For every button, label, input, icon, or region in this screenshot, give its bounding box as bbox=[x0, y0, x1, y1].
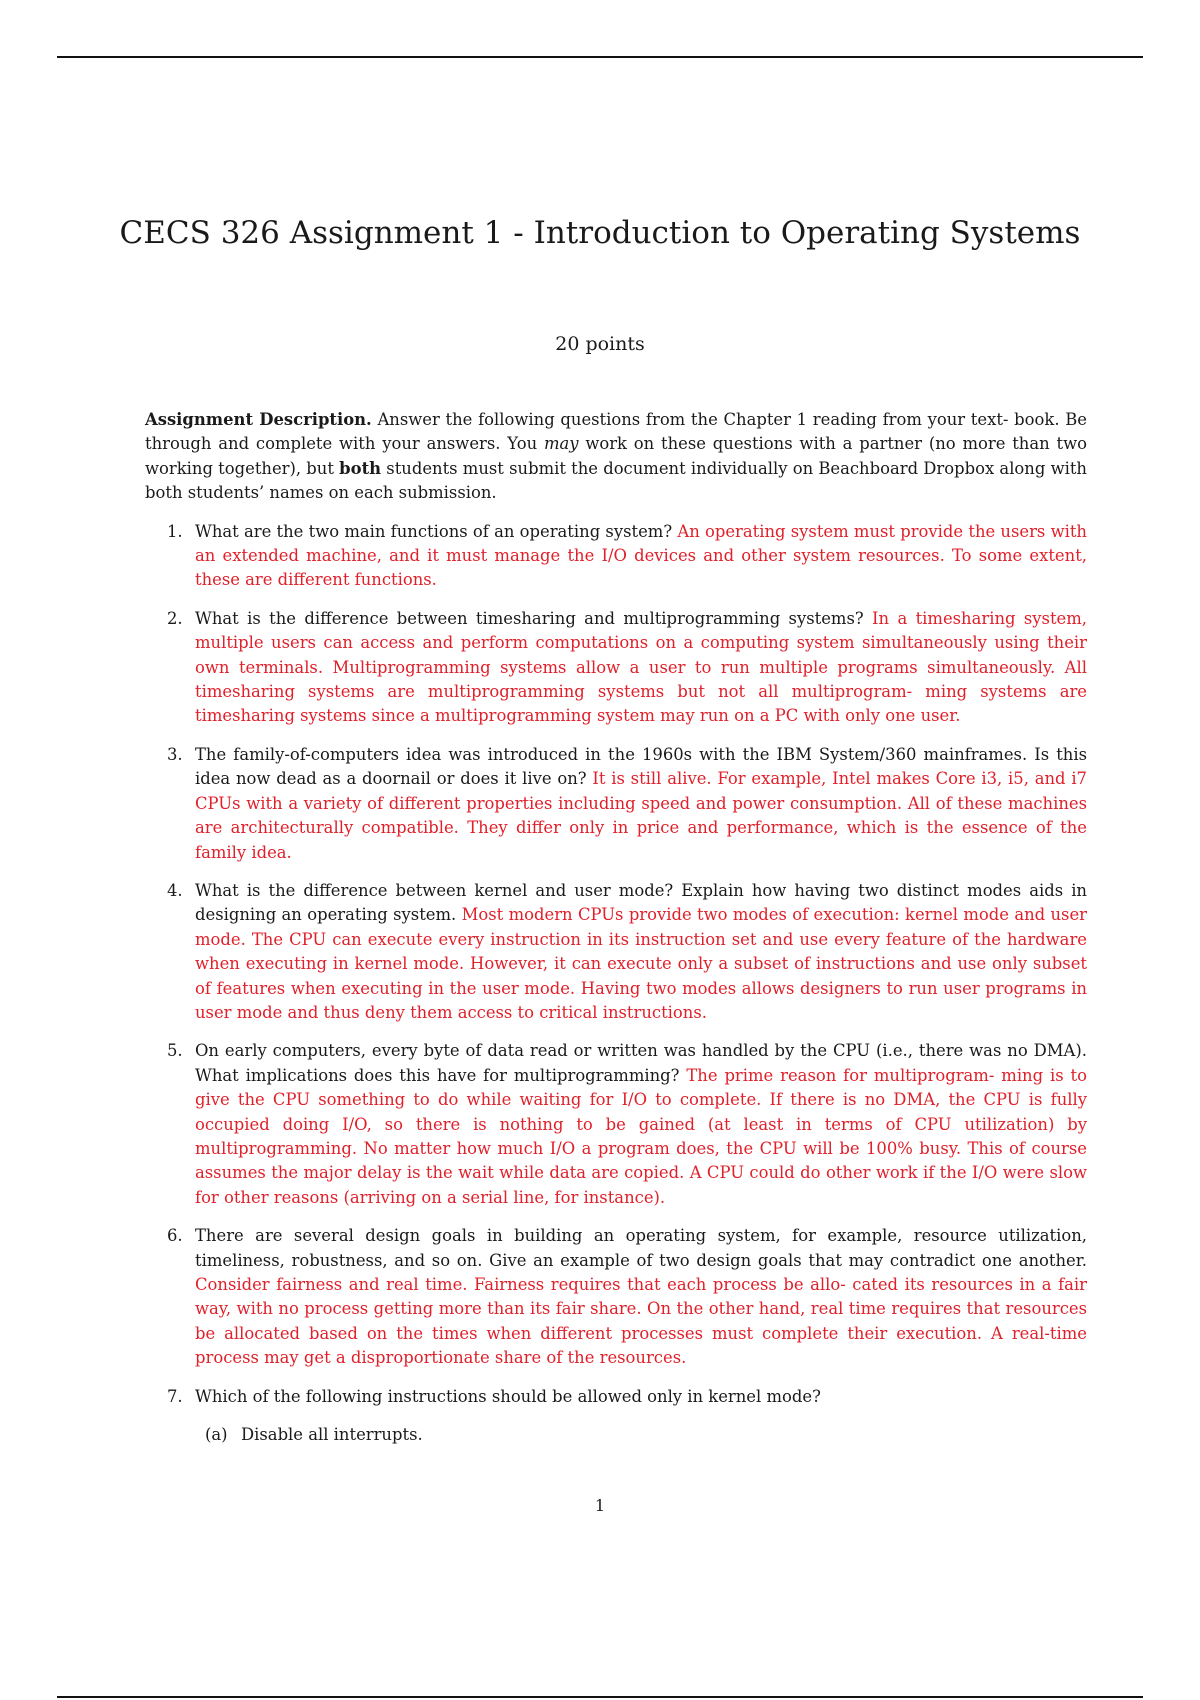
points-label: 20 points bbox=[555, 333, 645, 355]
header-rule bbox=[57, 56, 1143, 58]
description-emphasis-both: both bbox=[339, 458, 382, 478]
sub-question-list bbox=[205, 1423, 1087, 1447]
question-item bbox=[145, 1385, 1087, 1448]
answer-text: Most modern CPUs provide two modes of execution: kernel mode and user mode. The CPU can execute every instruction in its instruction set and use every feature of the hardware when executing in kernel mode. However, it can execute only a subset of instructions and use only subset of features when executing in the user mode. Having two modes allows designers to run user programs in user mode and thus deny them access to critical instructions. bbox=[195, 905, 1087, 1022]
sub-question-item bbox=[205, 1423, 1087, 1447]
question-text: What is the difference between kernel and user mode? Explain how having two distinct modes aids in designing an operating system. bbox=[195, 880, 1087, 925]
description-heading: Assignment Description. bbox=[145, 410, 372, 429]
question-text: There are several design goals in building an operating system, for example, resource utilization, timeliness, robustness, and so on. Give an example of two design goals that may contradict one another. bbox=[195, 1226, 1087, 1270]
question-item bbox=[145, 607, 1087, 729]
question-text: What is the difference between timesharing and multiprogramming systems? bbox=[195, 608, 864, 628]
answer-text: The prime reason for multiprogram- ming is to give the CPU something to do while waiting for I/O to complete. If there is no DMA, the CPU is fully occupied doing I/O, so there is nothing to be gained (at least in terms of CPU utilization) by multiprogramming. No matter how much I/O a program does, the CPU will be 100% busy. This of course assumes the major delay is the wait while data are copied. A CPU could do other work if the I/O were slow for other reasons (arriving on a serial line, for instance). bbox=[195, 1065, 1088, 1207]
question-item bbox=[145, 879, 1087, 1025]
question-item bbox=[145, 743, 1087, 865]
answer-text: Consider fairness and real time. Fairness requires that each process be allo- cated its resources in a fair way, with no process getting more than its fair share. On the other hand, real time requires that resources be allocated based on the times when different processes must complete their execution. A real-time process may get a disproportionate share of the resources. bbox=[195, 1275, 1087, 1368]
document-title: CECS 326 Assignment 1 - Introduction to Operating Systems bbox=[119, 215, 1081, 251]
question-text: Which of the following instructions should be allowed only in kernel mode? bbox=[195, 1386, 821, 1406]
question-number: 5. bbox=[167, 1041, 183, 1061]
question-number: 6. bbox=[167, 1226, 183, 1246]
question-number: 4. bbox=[167, 880, 183, 900]
description-text-1: Answer the following questions from the Chapter 1 reading from your text- book. Be through and complete with your answers. You bbox=[145, 410, 1087, 454]
question-number: 3. bbox=[167, 744, 183, 764]
question-text: What are the two main functions of an operating system? bbox=[195, 521, 673, 541]
footer-rule bbox=[57, 1696, 1143, 1698]
page-number: 1 bbox=[594, 1496, 606, 1515]
question-list bbox=[145, 520, 1087, 1448]
question-number: 2. bbox=[167, 608, 183, 628]
question-text: The family-of-computers idea was introduced in the 1960s with the IBM System/360 mainframes. Is this idea now dead as a doornail or does it live on? bbox=[195, 744, 1087, 789]
question-item bbox=[145, 1224, 1087, 1370]
sub-question-label: (a) bbox=[205, 1425, 228, 1445]
question-item bbox=[145, 520, 1087, 593]
answer-text: It is still alive. For example, Intel makes Core i3, i5, and i7 CPUs with a variety of different properties including speed and power consumption. All of these machines are architecturally compatible. They differ only in price and performance, which is the essence of the family idea. bbox=[195, 769, 1087, 862]
question-number: 7. bbox=[167, 1386, 183, 1406]
description-text-3: students must submit the document individually on Beachboard Dropbox along with both students’ names on each submission. bbox=[145, 458, 1087, 503]
question-number: 1. bbox=[167, 521, 183, 541]
document-body bbox=[145, 408, 1087, 1461]
description-emphasis-may: may bbox=[543, 434, 579, 454]
description-text-2: work on these questions with a partner (no more than two working together), but bbox=[145, 434, 1087, 478]
sub-question-text: Disable all interrupts. bbox=[241, 1425, 423, 1445]
answer-text: An operating system must provide the users with an extended machine, and it must manage the I/O devices and other system resources. To some extent, these are different functions. bbox=[195, 521, 1087, 590]
answer-text: In a timesharing system, multiple users can access and perform computations on a computing system simultaneously using their own terminals. Multiprogramming systems allow a user to run multiple programs simultaneously. All timesharing systems are multiprogramming systems but not all multiprogram- ming systems are timesharing systems since a multiprogramming system may run on a PC with only one user. bbox=[195, 608, 1087, 726]
question-text: On early computers, every byte of data read or written was handled by the CPU (i.e., there was no DMA). What implications does this have for multiprogramming? bbox=[195, 1041, 1087, 1085]
assignment-description bbox=[145, 408, 1087, 506]
question-item bbox=[145, 1039, 1087, 1210]
